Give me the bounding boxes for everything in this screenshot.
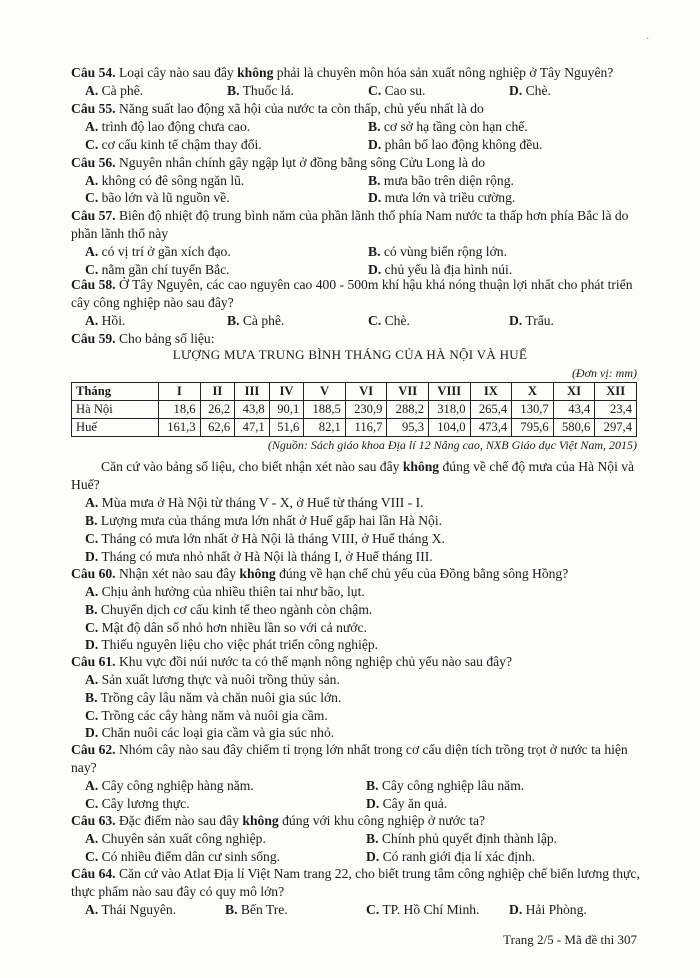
table-cell: 161,3 bbox=[159, 419, 201, 437]
header-cell: VIII bbox=[429, 383, 471, 401]
option-b: B. mưa bão trên diện rộng. bbox=[368, 173, 514, 188]
table-cell: 297,4 bbox=[595, 419, 637, 437]
question-55: Câu 55. Năng suất lao động xã hội của nước ta còn thấp, chủ yếu nhất là do bbox=[71, 101, 484, 116]
question-number: Câu 60. bbox=[71, 566, 116, 581]
table-cell: 95,3 bbox=[387, 419, 429, 437]
option-c: C. Cao su. bbox=[368, 83, 426, 98]
table-cell: 288,2 bbox=[387, 401, 429, 419]
table-cell: 26,2 bbox=[200, 401, 235, 419]
option-d: D. Cây ăn quả. bbox=[366, 796, 448, 811]
option-c: C. TP. Hồ Chí Minh. bbox=[366, 902, 480, 917]
option-d: D. Chăn nuôi các loại gia cầm và gia súc nhỏ. bbox=[85, 725, 335, 740]
question-61: Câu 61. Khu vực đồi núi nước ta có thế mạnh nông nghiệp chủ yếu nào sau đây? bbox=[71, 654, 512, 669]
table-cell: Hà Nội bbox=[72, 401, 159, 419]
option-a: A. Sản xuất lương thực và nuôi trồng thủy sản. bbox=[85, 672, 340, 687]
question-64: Câu 64. Căn cứ vào Atlat Địa lí Việt Nam trang 22, cho biết trung tâm công nghiệp chế biến lương thực, thực phẩm nào sau đây có quy mô lớn? bbox=[71, 866, 640, 900]
option-b: B. cơ sở hạ tầng còn hạn chế. bbox=[368, 119, 528, 134]
scan-speck: · bbox=[646, 34, 650, 45]
table-cell: 116,7 bbox=[345, 419, 387, 437]
table-cell: 82,1 bbox=[304, 419, 346, 437]
option-a: A. Cà phê. bbox=[85, 83, 144, 98]
option-c: C. Có nhiều điểm dân cư sinh sống. bbox=[85, 849, 281, 864]
table-cell: 795,6 bbox=[512, 419, 554, 437]
table-title: LƯỢNG MƯA TRUNG BÌNH THÁNG CỦA HÀ NỘI VÀ HUẾ bbox=[172, 347, 528, 362]
option-b: B. Bến Tre. bbox=[225, 902, 288, 917]
header-cell: II bbox=[200, 383, 235, 401]
header-cell: VI bbox=[345, 383, 387, 401]
header-cell: Tháng bbox=[72, 383, 159, 401]
question-number: Câu 59. bbox=[71, 331, 116, 346]
page-footer: Trang 2/5 - Mã đề thi 307 bbox=[503, 932, 637, 947]
option-d: D. Tháng có mưa nhỏ nhất ở Hà Nội là tháng I, ở Huế tháng III. bbox=[85, 549, 433, 564]
question-60: Câu 60. Nhận xét nào sau đây không đúng về hạn chế chủ yếu của Đồng bằng sông Hồng? bbox=[71, 566, 569, 581]
table-cell: 188,5 bbox=[304, 401, 346, 419]
option-d: D. mưa lớn và triều cường. bbox=[368, 190, 516, 205]
option-a: A. Chịu ảnh hưởng của nhiều thiên tai như bão, lụt. bbox=[85, 584, 365, 599]
question-58: Câu 58. Ở Tây Nguyên, các cao nguyên cao 400 - 500m khí hậu khá nóng thuận lợi nhất cho phát triển cây công nghiệp nào sau đây? bbox=[71, 277, 633, 311]
question-number: Câu 63. bbox=[71, 813, 116, 828]
option-b: B. có vùng biển rộng lớn. bbox=[368, 244, 507, 259]
table-cell: 90,1 bbox=[269, 401, 304, 419]
header-cell: VII bbox=[387, 383, 429, 401]
header-cell: IX bbox=[470, 383, 512, 401]
header-cell: I bbox=[159, 383, 201, 401]
option-b: B. Chuyển dịch cơ cấu kinh tế theo ngành còn chậm. bbox=[85, 602, 373, 617]
option-a: A. Hồi. bbox=[85, 313, 126, 328]
question-number: Câu 62. bbox=[71, 742, 116, 757]
table-cell: 43,8 bbox=[235, 401, 270, 419]
table-header-row bbox=[72, 383, 637, 401]
option-a: A. Cây công nghiệp hàng năm. bbox=[85, 778, 254, 793]
option-b: B. Chính phủ quyết định thành lập. bbox=[366, 831, 558, 846]
question-number: Câu 64. bbox=[71, 866, 116, 881]
header-cell: IV bbox=[269, 383, 304, 401]
table-cell: 104,0 bbox=[429, 419, 471, 437]
option-c: C. Trồng các cây hàng năm và nuôi gia cầm. bbox=[85, 708, 328, 723]
option-c: C. Mật độ dân số nhỏ hơn nhiều lần so với cả nước. bbox=[85, 620, 367, 635]
option-c: C. bão lớn và lũ nguồn về. bbox=[85, 190, 230, 205]
question-number: Câu 56. bbox=[71, 155, 116, 170]
option-d: D. Trẩu. bbox=[509, 313, 554, 328]
table-cell: 47,1 bbox=[235, 419, 270, 437]
question-63: Câu 63. Đặc điểm nào sau đây không đúng với khu công nghiệp ở nước ta? bbox=[71, 813, 486, 828]
option-d: D. Có ranh giới địa lí xác định. bbox=[366, 849, 536, 864]
question-59-ask: Căn cứ vào bảng số liệu, cho biết nhận xét nào sau đây không đúng về chế độ mưa của Hà Nội và Huế? bbox=[71, 459, 635, 493]
option-c: C. Chè. bbox=[368, 313, 410, 328]
header-cell: XI bbox=[553, 383, 595, 401]
option-b: B. Thuốc lá. bbox=[227, 83, 294, 98]
table-row bbox=[72, 401, 637, 419]
option-b: B. Cà phê. bbox=[227, 313, 285, 328]
question-number: Câu 58. bbox=[71, 277, 116, 292]
question-number: Câu 61. bbox=[71, 654, 116, 669]
option-b: B. Trồng cây lâu năm và chăn nuôi gia súc lớn. bbox=[85, 690, 342, 705]
option-a: A. trình độ lao động chưa cao. bbox=[85, 119, 251, 134]
option-a: A. không có đê sông ngăn lũ. bbox=[85, 173, 245, 188]
table-cell: 318,0 bbox=[429, 401, 471, 419]
question-57: Câu 57. Biên độ nhiệt độ trung bình năm của phần lãnh thổ phía Nam nước ta thấp hơn phía Bắc là do phần lãnh thổ này bbox=[71, 208, 629, 242]
question-number: Câu 54. bbox=[71, 65, 116, 80]
option-b: B. Lượng mưa của tháng mưa lớn nhất ở Huế gấp hai lần Hà Nội. bbox=[85, 513, 442, 528]
table-cell: 23,4 bbox=[595, 401, 637, 419]
header-cell: III bbox=[235, 383, 270, 401]
question-62: Câu 62. Nhóm cây nào sau đây chiếm tỉ trọng lớn nhất trong cơ cấu diện tích trồng trọt ở nước ta hiện nay? bbox=[71, 742, 628, 776]
option-d: D. chủ yếu là địa hình núi. bbox=[368, 262, 513, 277]
option-c: C. Cây lương thực. bbox=[85, 796, 190, 811]
table-cell: 43,4 bbox=[553, 401, 595, 419]
option-b: B. Cây công nghiệp lâu năm. bbox=[366, 778, 525, 793]
table-cell: 265,4 bbox=[470, 401, 512, 419]
table-cell: 18,6 bbox=[159, 401, 201, 419]
question-number: Câu 55. bbox=[71, 101, 116, 116]
header-cell: XII bbox=[595, 383, 637, 401]
option-d: D. Hải Phòng. bbox=[509, 902, 587, 917]
option-c: C. Tháng có mưa lớn nhất ở Hà Nội là tháng VIII, ở Huế tháng X. bbox=[85, 531, 445, 546]
rainfall-table bbox=[71, 382, 637, 437]
option-d: D. Chè. bbox=[509, 83, 551, 98]
option-d: D. phân bố lao động không đều. bbox=[368, 137, 543, 152]
option-c: C. nằm gần chí tuyến Bắc. bbox=[85, 262, 230, 277]
table-source: (Nguồn: Sách giáo khoa Địa lí 12 Nâng cao, NXB Giáo dục Việt Nam, 2015) bbox=[267, 438, 637, 452]
question-54: Câu 54. Loại cây nào sau đây không phải là chuyên môn hóa sản xuất nông nghiệp ở Tây Nguyên? bbox=[71, 65, 614, 80]
table-cell: 51,6 bbox=[269, 419, 304, 437]
table-row bbox=[72, 419, 637, 437]
table-cell: 62,6 bbox=[200, 419, 235, 437]
option-a: A. Mùa mưa ở Hà Nội từ tháng V - X, ở Huế từ tháng VIII - I. bbox=[85, 495, 424, 510]
option-a: A. Thái Nguyên. bbox=[85, 902, 177, 917]
option-c: C. cơ cấu kinh tế chậm thay đổi. bbox=[85, 137, 262, 152]
header-cell: V bbox=[304, 383, 346, 401]
question-59: Câu 59. Cho bảng số liệu: bbox=[71, 331, 215, 346]
table-cell: 130,7 bbox=[512, 401, 554, 419]
question-number: Câu 57. bbox=[71, 208, 116, 223]
option-a: A. có vị trí ở gần xích đạo. bbox=[85, 244, 231, 259]
option-d: D. Thiếu nguyên liệu cho việc phát triển công nghiệp. bbox=[85, 637, 379, 652]
question-56: Câu 56. Nguyên nhân chính gây ngập lụt ở đồng bằng sông Cửu Long là do bbox=[71, 155, 486, 170]
table-unit: (Đơn vị: mm) bbox=[571, 366, 637, 380]
table-cell: 230,9 bbox=[345, 401, 387, 419]
header-cell: X bbox=[512, 383, 554, 401]
table-cell: 580,6 bbox=[553, 419, 595, 437]
table-cell: 473,4 bbox=[470, 419, 512, 437]
option-a: A. Chuyên sản xuất công nghiệp. bbox=[85, 831, 266, 846]
table-cell: Huế bbox=[72, 419, 159, 437]
